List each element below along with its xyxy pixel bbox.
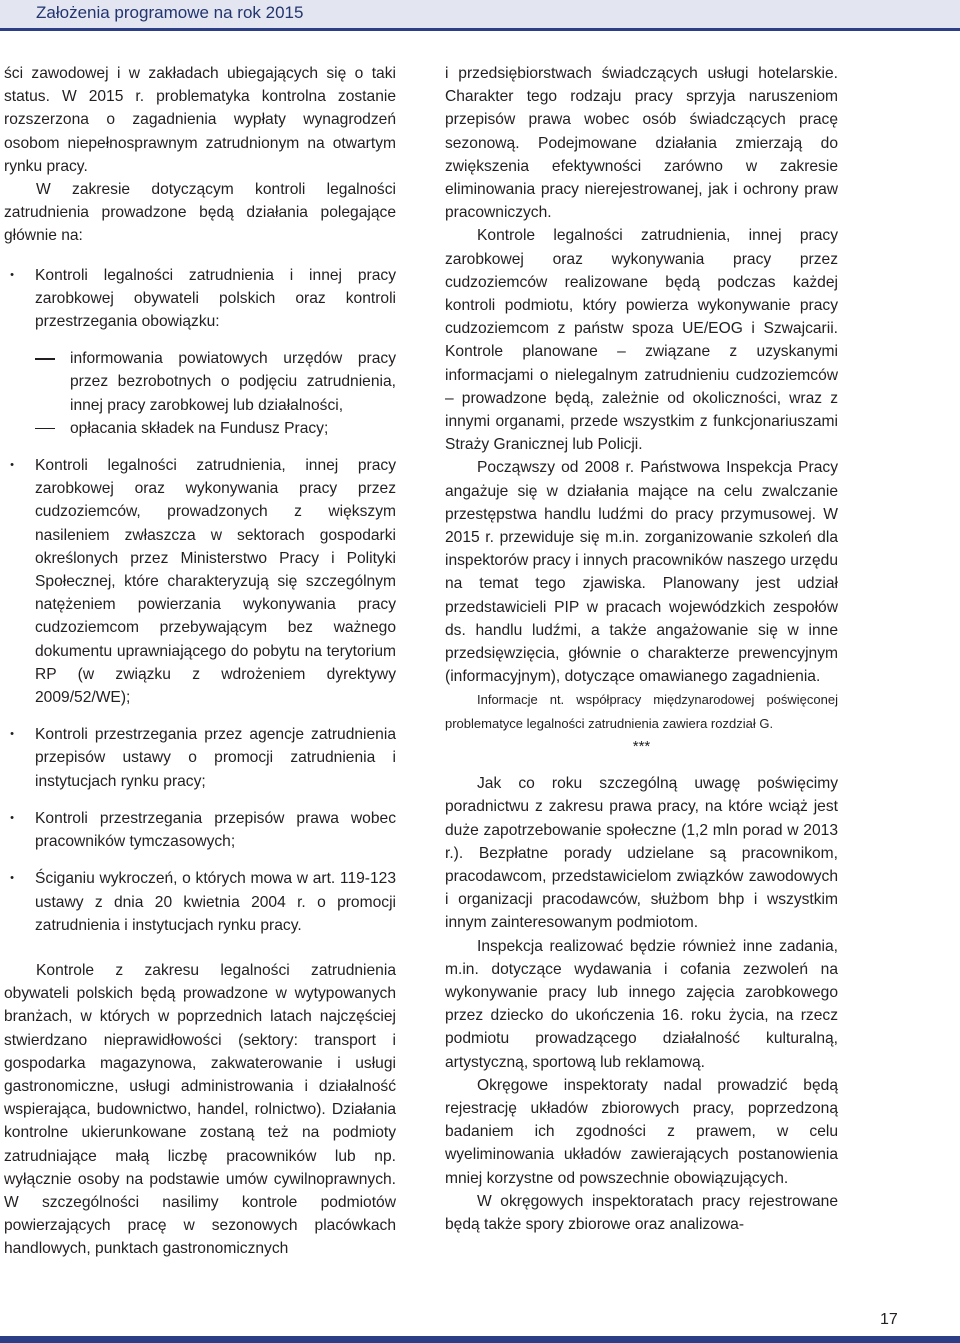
list-item-text: Ściganiu wykroczeń, o których mowa w art. 119-123 ustawy z dnia 20 kwietnia 2004 r. o promocji zatrudnienia i instytucjach rynku pracy.: [35, 870, 396, 934]
cross-reference-note: Informacje nt. współpracy międzynarodowej poświęconej problematyce legalności zatrudnienia zawiera rozdział G.: [445, 692, 838, 731]
list-item-text: Kontroli przestrzegania przez agencje zatrudnienia przepisów ustawy o promocji zatrudnienia i instytucjach rynku pracy;: [35, 726, 396, 790]
paragraph: Kontrole legalności zatrudnienia, innej pracy zarobkowej oraz wykonywania pracy przez cudzoziemców realizowane będą podczas każdej kontroli podmiotu, który powierza wykonywanie pracy cudzoziemcom z państw spoza UE/EOG i Szwajcarii. Kontrole planowane – związane z uzyskanymi informacjami o nielegalnym zatrudnieniu cudzoziemców – prowadzone będą, zależnie od okoliczności, wraz z innymi organami, przede wszystkim z funkcjonariuszami Straży Granicznej lub Policji.: [445, 227, 838, 454]
right-column: [445, 62, 838, 1236]
list-item: [35, 417, 396, 440]
paragraph: Okręgowe inspektoraty nadal prowadzić będą rejestrację układów zbiorowych pracy, poprzedzoną badaniem ich zgodności z prawem, w celu wyeliminowania układów zawierających postanowienia mniej korzystne od powszechnie obowiązujących.: [445, 1076, 838, 1187]
header-rule: [0, 28, 960, 31]
bullet-icon: •: [10, 459, 14, 472]
dash-icon: [35, 428, 55, 429]
list-item: [35, 347, 396, 417]
paragraph: W okręgowych inspektoratach pracy rejestrowane będą także spory zbiorowe oraz analizowa-: [445, 1192, 838, 1233]
bullet-list: [4, 264, 396, 937]
paragraph: Począwszy od 2008 r. Państwowa Inspekcja Pracy angażuje się w działania mające na celu zwalczanie przestępstwa handlu ludźmi do pracy przymusowej. W 2015 r. przewiduje się m.in. zorganizowanie szkoleń dla inspektorów pracy i innych pracowników naszego urzędu na temat tego zjawiska. Planowany jest udział przedstawicieli PIP w pracach wojewódzkich zespołów ds. handlu ludźmi, a także angażowanie się w inne przedsięwzięcia, głównie o charakterze prewencyjnym (informacyjnym), dotyczące omawianego zagadnienia.: [445, 459, 838, 686]
list-item: [4, 807, 396, 853]
bullet-icon: •: [10, 728, 14, 741]
paragraph: Jak co roku szczególną uwagę poświęcimy poradnictwu z zakresu prawa pracy, na które wciąż jest duże zapotrzebowanie społeczne (1,2 mln porad w 2013 r.). Bezpłatne porady udzielane są pracownikom, pracodawcom, przedstawicielom związków zawodowych i organizacji pracodawców, służbom bhp i wszystkim innym zainteresowanym podmiotom.: [445, 775, 838, 932]
list-item-text: Kontroli legalności zatrudnienia i innej pracy zarobkowej obywateli polskich oraz kontroli przestrzegania obowiązku:: [35, 266, 396, 331]
list-item: [4, 454, 396, 709]
page-number: 17: [880, 1311, 898, 1328]
bullet-icon: •: [10, 872, 14, 885]
section-separator: ***: [632, 737, 651, 755]
bullet-icon: •: [10, 268, 14, 281]
footer-bar: [0, 1336, 960, 1343]
list-item-text: Kontroli przestrzegania przepisów prawa wobec pracowników tymczasowych;: [35, 809, 396, 851]
bullet-icon: •: [10, 811, 14, 824]
list-item: [4, 867, 396, 937]
paragraph: ści zawodowej i w zakładach ubiegających się o taki status. W 2015 r. problematyka kontrolna zostanie rozszerzona o zagadnienia wypłaty wynagrodzeń osobom niepełnosprawnym zatrudnionym na otwartym rynku pracy.: [4, 65, 396, 175]
paragraph: Kontrole z zakresu legalności zatrudnienia obywateli polskich będą prowadzone w wytypowanych branżach, w których w poprzednich latach najczęściej stwierdzano nieprawidłowości (sektory: transport i gospodarka magazynowa, zakwaterowanie i usługi gastronomiczne, usługi administrowania i działalność wspierająca, budownictwo, handel, rolnictwo). Działania kontrolne ukierunkowane zostaną też na podmioty zatrudniające małą liczbę pracowników lub np. wyłącznie osoby na podstawie umów cywilnoprawnych. W szczególności nasilimy kontrole podmiotów powierzających pracę w sezonowych placówkach handlowych, punktach gastronomicznych: [4, 961, 396, 1258]
running-header-title: Założenia programowe na rok 2015: [36, 3, 304, 22]
list-item: [4, 723, 396, 793]
dash-list: [35, 347, 396, 440]
list-item: [4, 264, 396, 440]
list-item-text: opłacania składek na Fundusz Pracy;: [70, 419, 329, 437]
list-item-text: Kontroli legalności zatrudnienia, innej pracy zarobkowej oraz wykonywania pracy przez cudzoziemców, prowadzonych z większym nasileniem zwłaszcza w sektorach gospodarki określonych przez Ministerstwo Pracy i Polityki Społecznej, które charakteryzują się szczególnym natężeniem powierzania wykonywania pracy cudzoziemcom przebywającym bez ważnego dokumentu uprawniającego do pobytu na terytorium RP (w związku z wdrożeniem dyrektywy 2009/52/WE);: [35, 457, 396, 707]
paragraph: Inspekcja realizować będzie również inne zadania, m.in. dotyczące wydawania i cofania zezwoleń na wykonywanie pracy lub innego zajęcia zarobkowego przez dziecko do ukończenia 16. roku życia, na rzecz podmiotu prowadzącego działalność kulturalną, artystyczną, sportową lub reklamową.: [445, 937, 838, 1071]
paragraph: i przedsiębiorstwach świadczących usługi hotelarskie. Charakter tego rodzaju pracy sprzyja naruszeniom przepisów prawa wobec osób świadczących pracę sezonową. Podejmowane działania zmierzają do zwiększenia efektywności zarówno w zakresie eliminowania pracy nierejestrowanej, jak i ochrony praw pracowniczych.: [445, 65, 838, 222]
left-column: [4, 62, 396, 1261]
paragraph: W zakresie dotyczącym kontroli legalności zatrudnienia prowadzone będą działania polegające głównie na:: [4, 181, 396, 245]
list-item-text: informowania powiatowych urzędów pracy przez bezrobotnych o podjęciu zatrudnienia, innej pracy zarobkowej lub działalności,: [70, 350, 396, 414]
dash-icon: [35, 358, 55, 359]
header-bar: [0, 0, 960, 28]
